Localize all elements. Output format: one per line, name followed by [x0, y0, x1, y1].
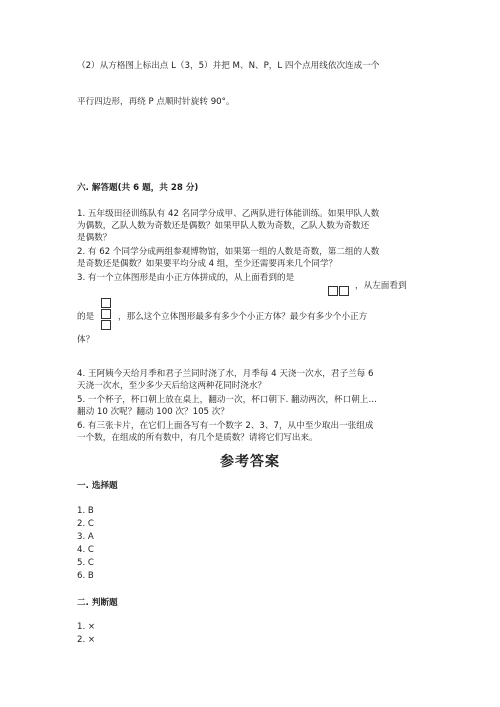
q3-line-3: 体？	[77, 335, 95, 345]
q6-line-2: 一个数，在组成的所有数中，有几个是质数？请将它们写出来。	[77, 433, 318, 443]
q1-line-1: 1. 五年级田径训练队有 42 名同学分成甲、乙两队进行体能训练。如果甲队人数	[77, 209, 380, 219]
judge-item: 1. ×	[77, 622, 96, 632]
left-view-cube-top	[101, 298, 111, 308]
choice-item: 2. C	[77, 519, 94, 529]
answers-title: 参考答案	[220, 454, 280, 470]
q3-line-2b: ，那么这个立体图形最多有多少个小正方体？最少有多少个小正方	[118, 312, 368, 322]
q4-line-1: 4. 王阿姨今天给月季和君子兰同时浇了水，月季每 4 天浇一次水，君子兰每 6	[77, 369, 374, 379]
choice-item: 6. B	[77, 571, 94, 581]
choice-heading: 一. 选择题	[77, 481, 118, 491]
q2-line-1: 2. 有 62 个同学分成两组参观博物馆，如果第一组的人数是奇数，第二组的人数	[77, 247, 380, 257]
choice-item: 3. A	[77, 532, 94, 542]
q3-line-1a: 3. 有一个立体图形是由小正方体拼成的，从上面看到的是	[77, 273, 295, 283]
top-view-cube-left	[328, 286, 338, 296]
top-view-cube-right	[339, 286, 349, 296]
choice-item: 1. B	[77, 506, 94, 516]
q5-line-2: 翻动 10 次呢？翻动 100 次？105 次？	[77, 407, 229, 417]
q2-line-2: 是奇数还是偶数？如果要平均分成 4 组，至少还需要再来几个同学？	[77, 259, 338, 269]
q6-line-1: 6. 有三张卡片，在它们上面各写有一个数字 2、3、7，从中至少取出一张组成	[77, 421, 374, 431]
left-view-cube-middle	[101, 309, 111, 319]
q3-line-1b: ，从左面看到	[355, 281, 407, 291]
choice-item: 4. C	[77, 545, 94, 555]
question-line-1: （2）从方格图上标出点 L（3，5）并把 M、N、P，L 四个点用线依次连成一个	[77, 61, 380, 71]
section-6-heading: 六. 解答题(共 6 题，共 28 分)	[77, 183, 199, 193]
judge-heading: 二. 判断题	[77, 598, 118, 608]
q5-line-1: 5. 一个杯子，杯口朝上放在桌上，翻动一次，杯口朝下. 翻动两次，杯口朝上…	[77, 395, 377, 405]
q3-line-2a: 的是	[77, 312, 95, 322]
question-line-2: 平行四边形，再绕 P 点顺时针旋转 90°。	[77, 97, 235, 107]
judge-item: 2. ×	[77, 635, 96, 645]
left-view-cube-bottom	[101, 320, 111, 330]
q1-line-2: 为偶数，乙队人数为奇数还是偶数？如果甲队人数为奇数，乙队人数为奇数还	[77, 221, 370, 231]
choice-item: 5. C	[77, 558, 94, 568]
q1-line-3: 是偶数？	[77, 233, 112, 243]
q4-line-2: 天浇一次水，至少多少天后给这两种花同时浇水？	[77, 381, 267, 391]
